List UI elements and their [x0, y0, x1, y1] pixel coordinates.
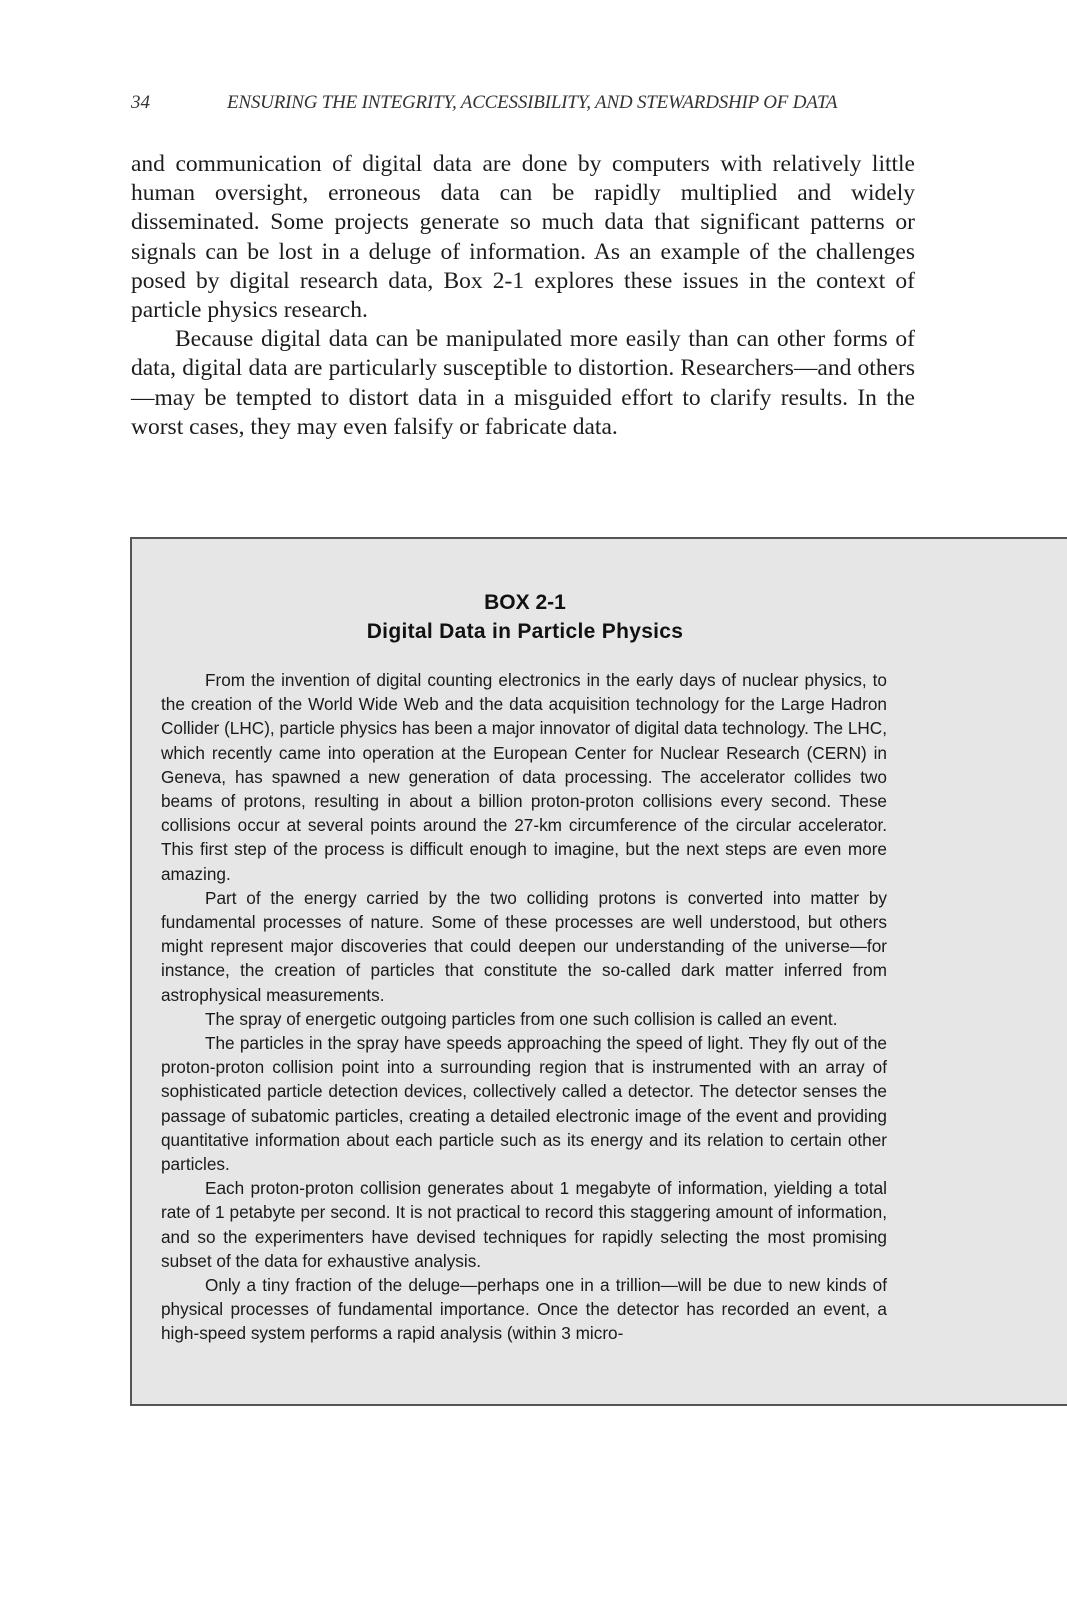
main-body-text — [131, 150, 915, 442]
body-paragraph: and communication of digital data are done by computers with relatively little human oversight, erroneous data can be rapidly multiplied and widely disseminated. Some projects generate so much data that significant patterns or signals can be lost in a deluge of information. As an example of the challenges posed by digital research data, Box 2-1 explores these issues in the context of particle physics research. — [131, 151, 915, 324]
sidebar-box — [130, 537, 1067, 1406]
page-number: 34 — [131, 92, 150, 113]
running-title: ENSURING THE INTEGRITY, ACCESSIBILITY, AND STEWARDSHIP OF DATA — [227, 92, 838, 113]
box-paragraph: The spray of energetic outgoing particles from one such collision is called an event. — [205, 1008, 838, 1029]
box-body-text — [161, 668, 887, 1346]
box-paragraph: Only a tiny fraction of the deluge—perhaps one in a trillion—will be due to new kinds of physical processes of fundamental importance. Once the detector has recorded an event, a high-speed system performs a rapid analysis (within 3 micro- — [161, 1275, 887, 1344]
box-title: Digital Data in Particle Physics — [366, 620, 684, 643]
box-label: BOX 2-1 — [484, 591, 566, 614]
body-paragraph: Because digital data can be manipulated more easily than can other forms of data, digital data are particularly susceptible to distortion. Researchers—and others—may be tempted to distort data in a misguided effort to clarify results. In the worst cases, they may even falsify or fabricate data. — [131, 326, 915, 440]
box-paragraph: Part of the energy carried by the two colliding protons is converted into matter by fundamental processes of nature. Some of these processes are well understood, but others might represent major discoveries that could deepen our understanding of the universe—for instance, the creation of particles that constitute the so-called dark matter inferred from astrophysical measurements. — [161, 887, 887, 1005]
running-header — [131, 92, 921, 114]
box-paragraph: From the invention of digital counting electronics in the early days of nuclear physics, to the creation of the World Wide Web and the data acquisition technology for the Large Hadron Collider (LHC), particle physics has been a major innovator of digital data technology. The LHC, which recently came into operation at the European Center for Nuclear Research (CERN) in Geneva, has spawned a new generation of data processing. The accelerator collides two beams of protons, resulting in about a billion proton-proton collisions every second. These collisions occur at several points around the 27-km circumference of the circular accelerator. This first step of the process is difficult enough to imagine, but the next steps are even more amazing. — [161, 670, 887, 884]
box-paragraph: Each proton-proton collision generates about 1 megabyte of information, yielding a total rate of 1 petabyte per second. It is not practical to record this staggering amount of information, and so the experimenters have devised techniques for rapidly selecting the most promising subset of the data for exhaustive analysis. — [161, 1178, 887, 1271]
box-paragraph: The particles in the spray have speeds approaching the speed of light. They fly out of the proton-proton collision point into a surrounding region that is instrumented with an array of sophisticated particle detection devices, collectively called a detector. The detector senses the passage of subatomic particles, creating a detailed electronic image of the event and providing quantitative information about each particle such as its energy and its relation to certain other particles. — [161, 1033, 887, 1175]
